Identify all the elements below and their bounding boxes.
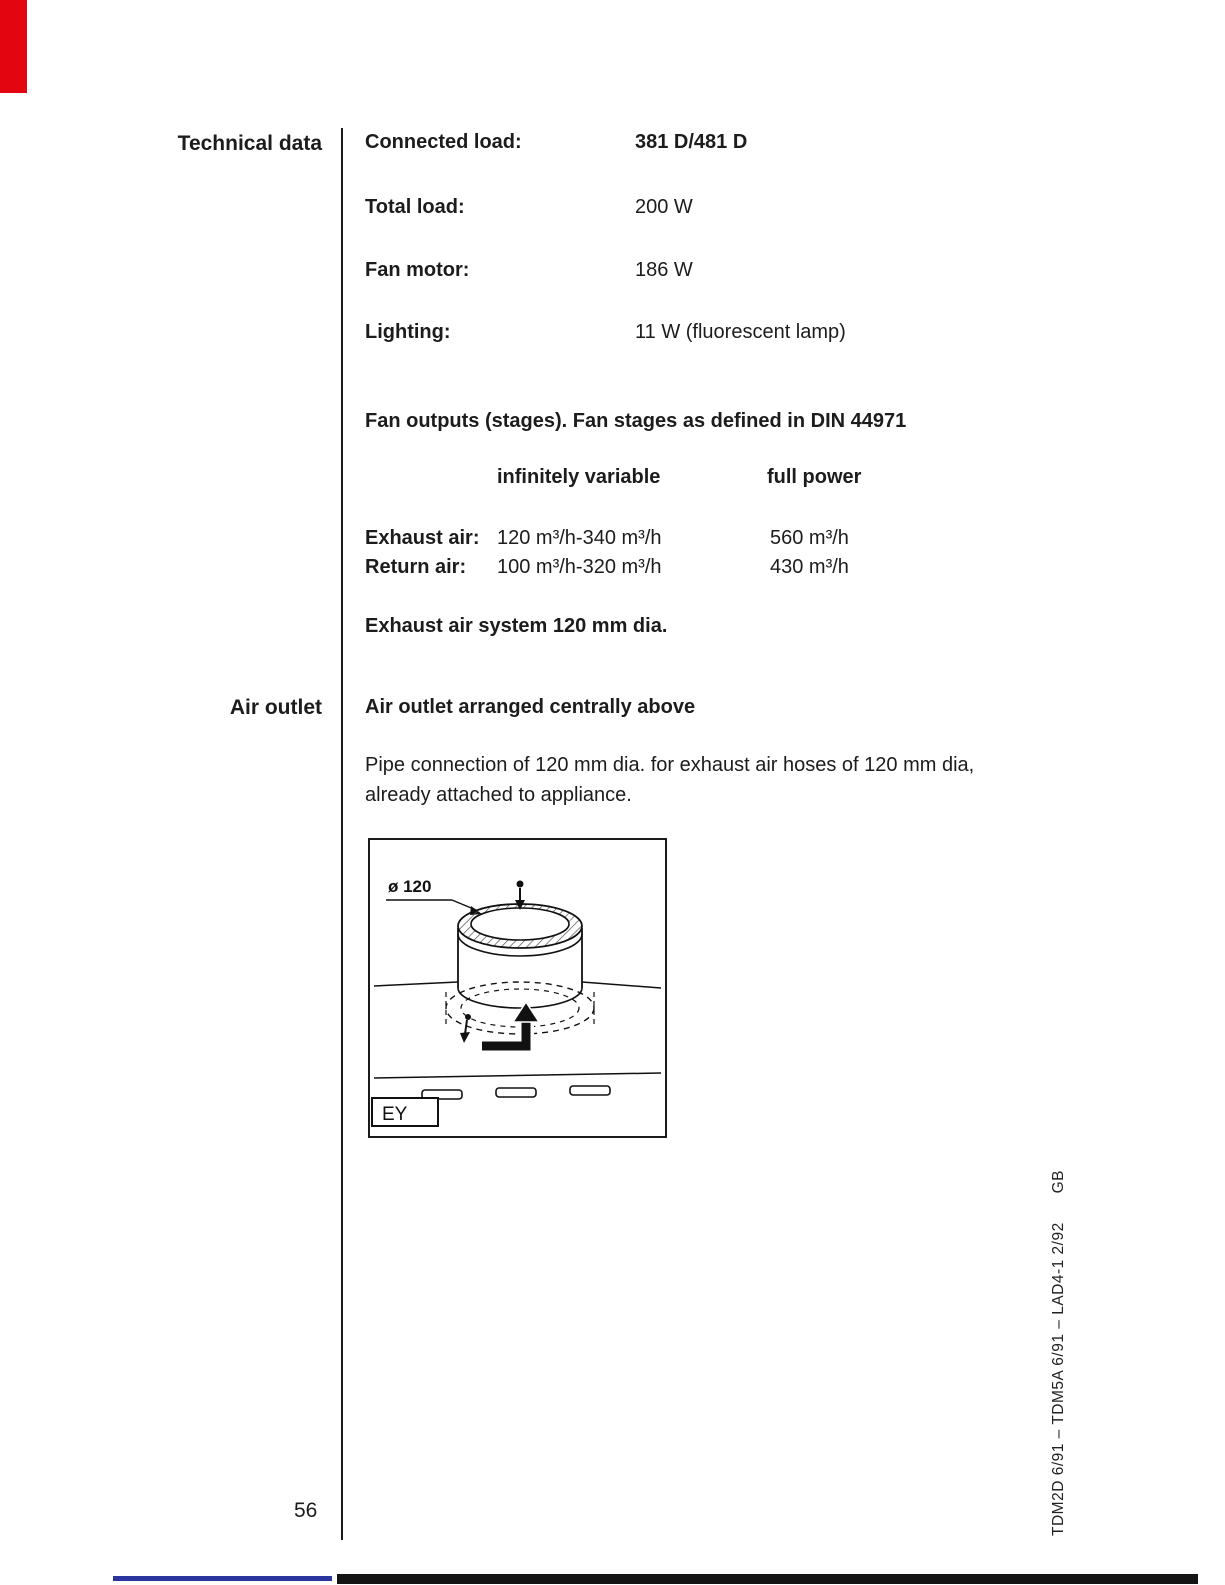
air-outlet-paragraph: Pipe connection of 120 mm dia. for exhaust air hoses of 120 mm dia, already attached to appliance. <box>365 754 975 806</box>
spec-label: Total load: <box>365 196 465 218</box>
fan-row-full-power: 430 m³/h <box>770 556 849 578</box>
pipe-connection-figure <box>368 838 667 1138</box>
column-header-infinitely-variable: infinitely variable <box>497 466 661 488</box>
edition-code-vertical: TDM2D 6/91 – TDM5A 6/91 – LAD4-1 2/92 GB <box>1050 1170 1067 1536</box>
vent-slot <box>496 1088 536 1097</box>
appliance-top-line <box>374 982 458 986</box>
column-header-full-power: full power <box>767 466 862 488</box>
red-edge-mark <box>0 0 27 93</box>
appliance-top-line <box>582 982 661 988</box>
spec-label: Fan motor: <box>365 259 470 281</box>
section-divider-line <box>341 128 343 1540</box>
spec-row-lighting <box>365 321 846 344</box>
fan-row-range: 120 m³/h-340 m³/h <box>497 527 662 549</box>
screw-icon <box>465 1014 471 1020</box>
hood-front-edge <box>374 1073 661 1078</box>
screw-icon <box>517 881 524 888</box>
spec-value: 200 W <box>635 196 693 218</box>
vent-slot <box>570 1086 610 1095</box>
spec-label: Lighting: <box>365 321 451 343</box>
pipe-base <box>458 988 582 1008</box>
ey-label: EY <box>382 1104 408 1125</box>
spec-row-connected-load <box>365 131 747 154</box>
fan-row-label: Exhaust air: <box>365 527 480 549</box>
pipe-connection-drawing <box>370 840 665 1136</box>
rotate-arrowhead-icon <box>513 1002 539 1022</box>
page-number: 56 <box>294 1499 318 1522</box>
spec-row-total-load <box>365 196 693 219</box>
air-outlet-subheading: Air outlet arranged centrally above <box>365 696 696 718</box>
fan-row-range: 100 m³/h-320 m³/h <box>497 556 662 578</box>
scan-artifact-blue-line <box>113 1576 332 1581</box>
air-outlet-heading: Air outlet <box>229 696 322 719</box>
spec-value: 11 W (fluorescent lamp) <box>635 321 846 343</box>
spec-label: Connected load: <box>365 131 522 153</box>
scan-artifact-bottom-bar <box>337 1574 1198 1584</box>
fan-outputs-heading: Fan outputs (stages). Fan stages as defined in DIN 44971 <box>365 410 907 432</box>
spec-row-fan-motor <box>365 259 693 282</box>
pipe-opening <box>471 908 569 940</box>
fan-row-label: Return air: <box>365 556 467 578</box>
fan-row-full-power: 560 m³/h <box>770 527 849 549</box>
exhaust-system-note: Exhaust air system 120 mm dia. <box>365 615 668 637</box>
technical-data-heading: Technical data <box>177 132 322 155</box>
spec-value: 186 W <box>635 259 693 281</box>
screw-icon <box>465 1020 467 1034</box>
screw-arrow-icon <box>460 1032 470 1043</box>
diameter-label: ø 120 <box>388 877 432 896</box>
spec-value: 381 D/481 D <box>635 131 748 153</box>
